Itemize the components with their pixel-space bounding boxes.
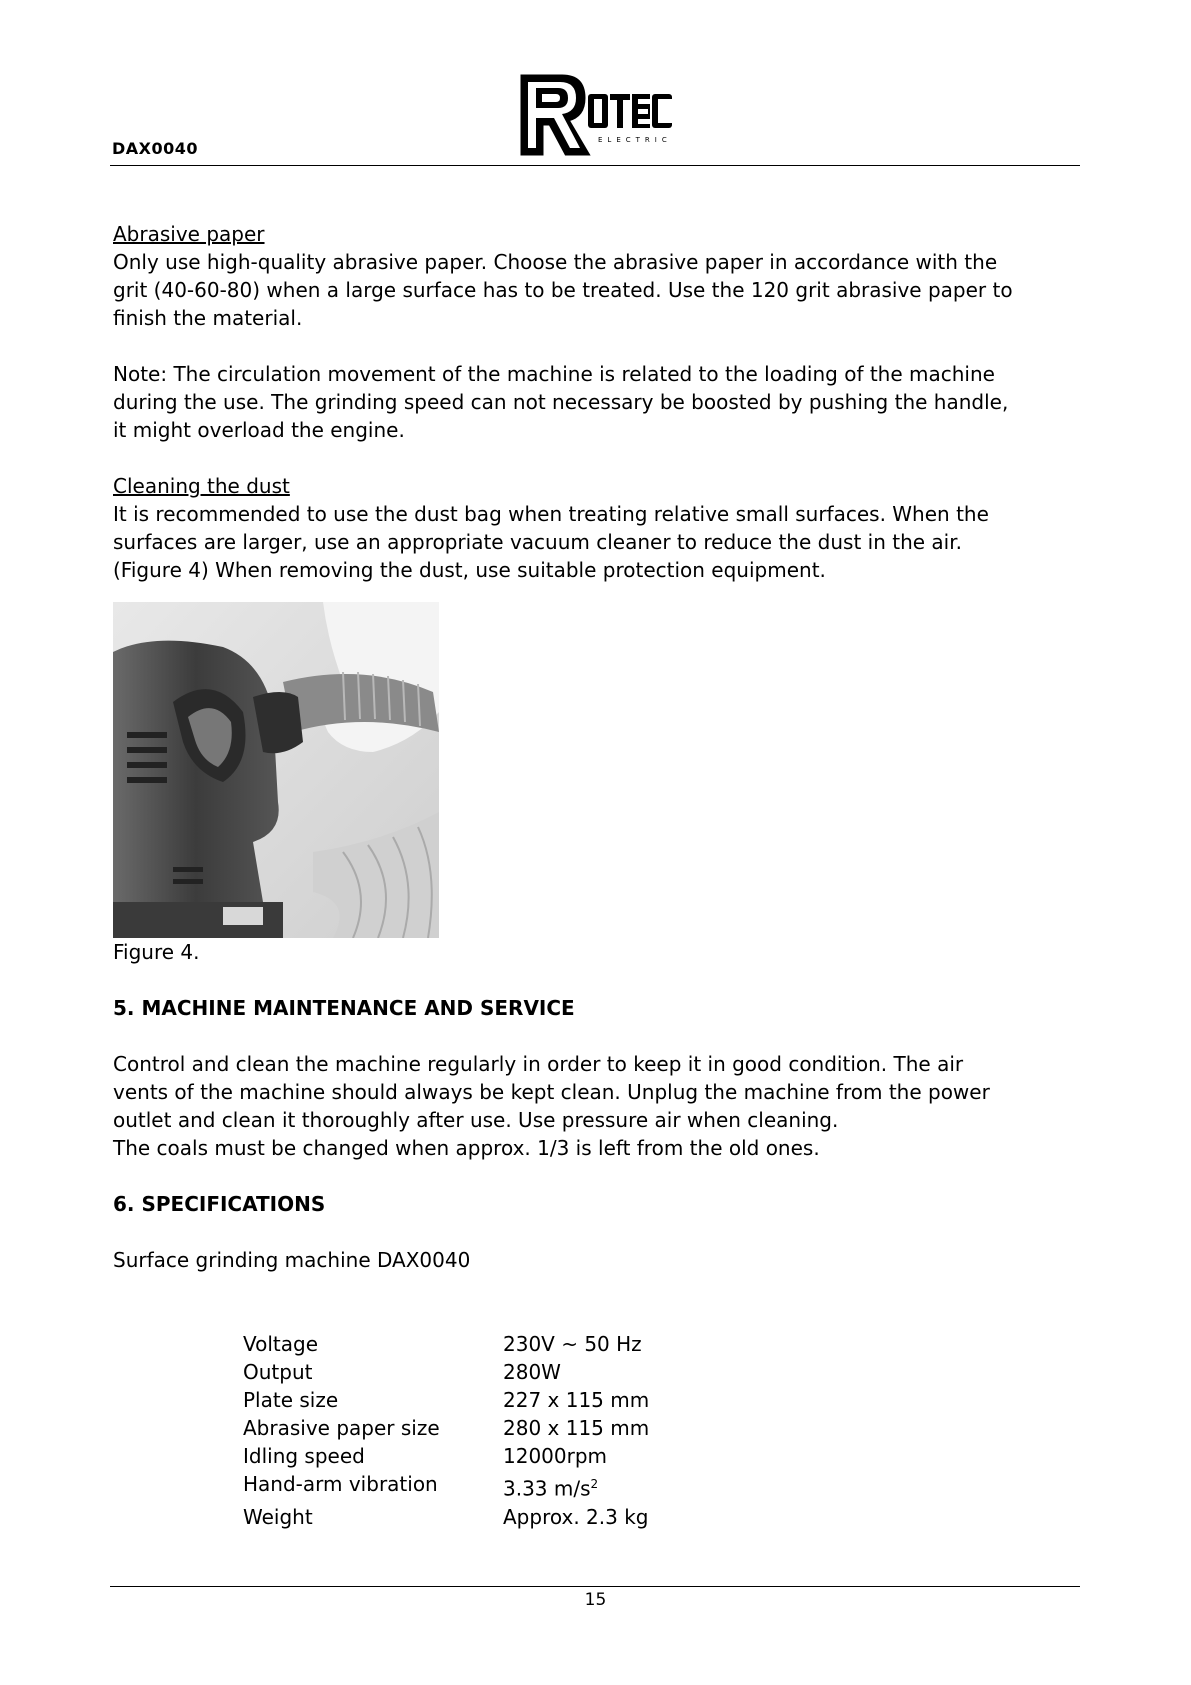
page-number: 15 <box>584 1590 607 1610</box>
abrasive-line: finish the material. <box>113 306 303 330</box>
specs-title: 6. SPECIFICATIONS <box>113 1192 326 1216</box>
spec-label: Output <box>243 1360 313 1384</box>
maintenance-line: outlet and clean it thoroughly after use. Use pressure air when cleaning. <box>113 1108 839 1132</box>
figure-4-photo <box>113 602 439 938</box>
cleaning-heading: Cleaning the dust <box>113 474 290 498</box>
spec-label: Abrasive paper size <box>243 1416 440 1440</box>
spec-value: 280 x 115 mm <box>503 1416 650 1440</box>
logo-subtitle: ELECTRIC <box>598 136 672 144</box>
maintenance-line: Control and clean the machine regularly in order to keep it in good condition. The air <box>113 1052 964 1076</box>
spec-row <box>243 1386 649 1414</box>
abrasive-line: grit (40-60-80) when a large surface has to be treated. Use the 120 grit abrasive paper to <box>113 278 1013 302</box>
cleaning-line: It is recommended to use the dust bag when treating relative small surfaces. When the <box>113 502 989 526</box>
header-rule <box>110 165 1080 166</box>
spec-row <box>243 1470 649 1503</box>
spec-row <box>243 1330 649 1358</box>
spec-label: Weight <box>243 1504 313 1529</box>
sander-hose-photo <box>113 602 439 938</box>
cleaning-line: (Figure 4) When removing the dust, use suitable protection equipment. <box>113 558 826 582</box>
spec-value: 12000rpm <box>503 1444 608 1468</box>
spec-row <box>243 1414 649 1442</box>
specs-table <box>243 1330 649 1531</box>
spec-value: 280W <box>503 1360 561 1384</box>
spec-label: Idling speed <box>243 1444 365 1468</box>
cleaning-line: surfaces are larger, use an appropriate vacuum cleaner to reduce the dust in the air. <box>113 530 962 554</box>
maintenance-title: 5. MACHINE MAINTENANCE AND SERVICE <box>113 996 575 1020</box>
spec-value-text: 3.33 m/s <box>503 1476 591 1501</box>
figure-caption: Figure 4. <box>113 940 200 964</box>
spec-value <box>503 1470 649 1503</box>
spec-value: 227 x 115 mm <box>503 1388 650 1412</box>
abrasive-heading: Abrasive paper <box>113 222 265 246</box>
maintenance-line: The coals must be changed when approx. 1/3 is left from the old ones. <box>113 1136 820 1160</box>
note-line: during the use. The grinding speed can not necessary be boosted by pushing the handle, <box>113 390 1009 414</box>
note-line: it might overload the engine. <box>113 418 405 442</box>
spec-label: Hand-arm vibration <box>243 1472 438 1496</box>
spec-label: Voltage <box>243 1332 319 1356</box>
spec-value-exponent: 2 <box>590 1477 599 1491</box>
document-code: DAX0040 <box>112 139 199 158</box>
spec-value: 230V ~ 50 Hz <box>503 1332 642 1356</box>
spec-row <box>243 1442 649 1470</box>
maintenance-line: vents of the machine should always be kept clean. Unplug the machine from the power <box>113 1080 990 1104</box>
spec-row <box>243 1503 649 1531</box>
spec-value: Approx. 2.3 kg <box>503 1504 649 1529</box>
spec-row <box>243 1358 649 1386</box>
note-line: Note: The circulation movement of the machine is related to the loading of the machine <box>113 362 995 386</box>
specs-subtitle: Surface grinding machine DAX0040 <box>113 1248 471 1272</box>
footer-rule <box>110 1586 1080 1587</box>
abrasive-line: Only use high-quality abrasive paper. Choose the abrasive paper in accordance with the <box>113 250 998 274</box>
page-content <box>113 220 1073 1531</box>
spec-label: Plate size <box>243 1388 339 1412</box>
rotec-logo <box>512 66 682 164</box>
